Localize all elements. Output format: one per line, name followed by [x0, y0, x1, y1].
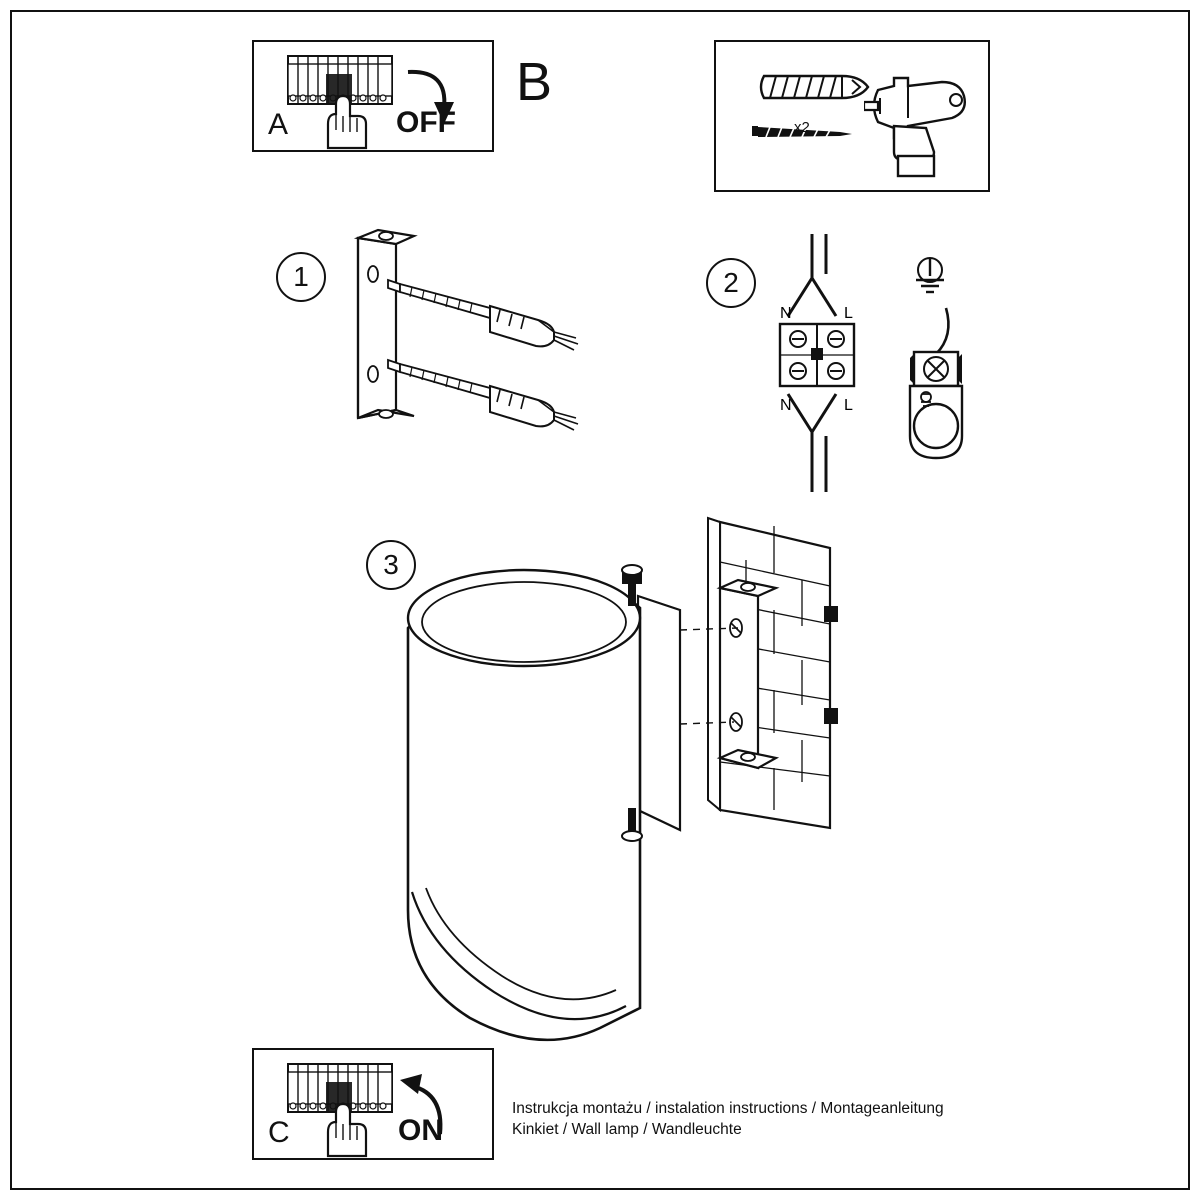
- step-1-number: 1: [276, 252, 326, 302]
- caption-line-2: Kinkiet / Wall lamp / Wandleuchte: [512, 1121, 742, 1138]
- hand-icon: [316, 90, 386, 152]
- step-2-number: 2: [706, 258, 756, 308]
- svg-text:N: N: [780, 305, 792, 322]
- hand-icon: [316, 1098, 386, 1160]
- mounting-bracket-with-screws-and-plugs-icon: [340, 222, 640, 452]
- panel-c-action: ON: [398, 1114, 443, 1147]
- svg-text:L: L: [844, 305, 853, 322]
- cylindrical-wall-lamp-mounting-icon: [390, 510, 860, 1050]
- panel-a: [252, 40, 494, 152]
- svg-text:L: L: [844, 397, 853, 414]
- caption-line-1: Instrukcja montażu / instalation instructions / Montageanleitung: [512, 1100, 944, 1117]
- earth-ground-connector-icon: [888, 250, 998, 480]
- panel-a-action: OFF: [396, 106, 456, 139]
- panel-tools: [714, 40, 990, 192]
- tool-quantity: x2: [794, 119, 810, 136]
- wall-plug-icon: [756, 62, 876, 112]
- power-drill-icon: [864, 56, 984, 186]
- panel-c-letter: C: [268, 1116, 290, 1149]
- panel-c: [252, 1048, 494, 1160]
- panel-a-letter: A: [268, 108, 289, 141]
- svg-text:N: N: [780, 397, 792, 414]
- panel-b-letter: B: [516, 52, 553, 112]
- step-3-number: 3: [366, 540, 416, 590]
